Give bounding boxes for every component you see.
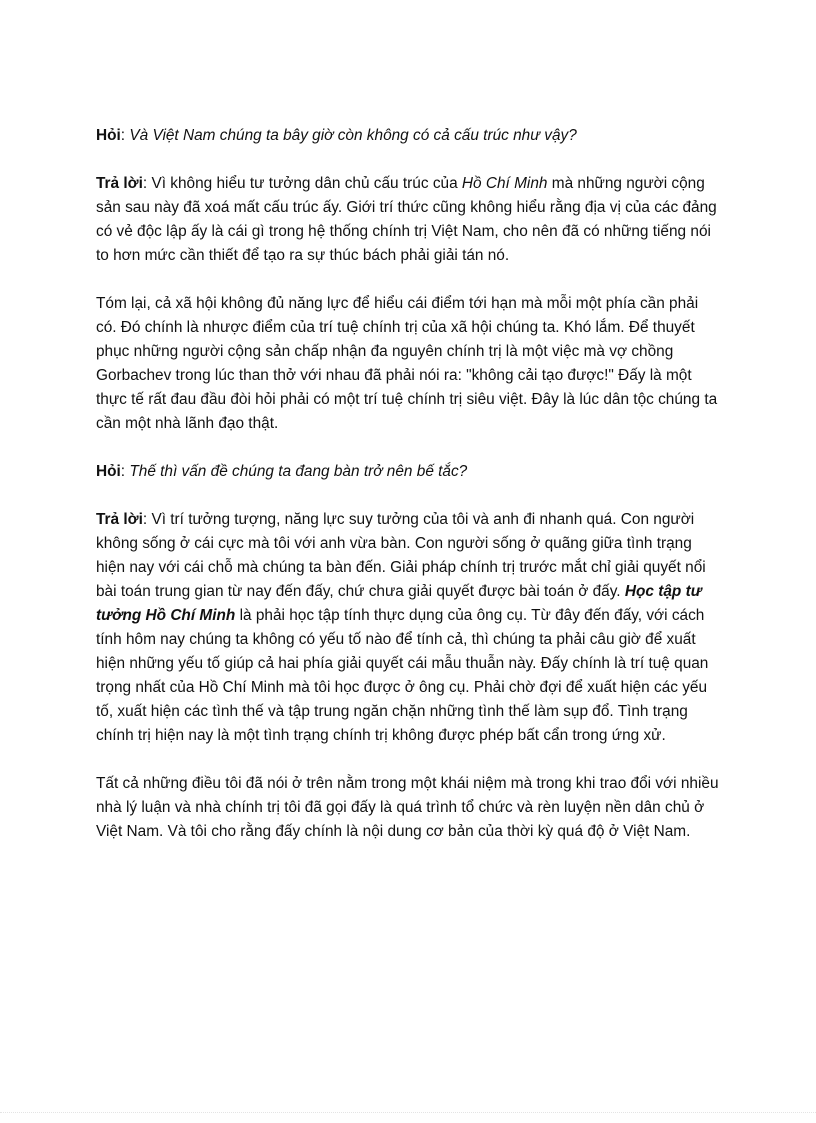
document-body — [96, 124, 722, 868]
question-text: Và Việt Nam chúng ta bây giờ còn không có cả cấu trúc như vậy? — [129, 127, 577, 144]
answer-label: Trả lời — [96, 175, 143, 192]
answer-text: Vì trí tưởng tượng, năng lực suy tưởng của tôi và anh đi nhanh quá. Con người không sống ở cái cực mà tôi với anh vừa bàn. Con người sống ở quãng giữa tình trạng hiện nay với cái chỗ mà chúng ta bàn đến. Giải pháp chính trị trước mắt chỉ giải quyết nổi bài toán trung gian từ nay đến đấy, chứ chưa giải quyết được bài toán ở đấy. — [96, 511, 706, 600]
question-label: Hỏi — [96, 463, 121, 480]
question-1 — [96, 124, 722, 148]
question-2 — [96, 460, 722, 484]
summary-paragraph: Tóm lại, cả xã hội không đủ năng lực để hiểu cái điểm tới hạn mà mỗi một phía cần phải có. Đó chính là nhược điểm của trí tuệ chính trị của xã hội chúng ta. Khó lắm. Để thuyết phục những người cộng sản chấp nhận đa nguyên chính trị là một việc mà vợ chồng Gorbachev trong lúc than thở với nhau đã phải nói ra: "không cải tạo được!" Đấy là một thực tế rất đau đầu đòi hỏi phải có một trí tuệ chính trị siêu việt. Đây là lúc dân tộc chúng ta cần một nhà lãnh đạo thật. — [96, 295, 718, 432]
question-text: Thế thì vấn đề chúng ta đang bàn trở nên bế tắc? — [129, 463, 468, 480]
answer-2 — [96, 508, 722, 748]
label-separator: : — [120, 463, 130, 480]
emphasis-text: Học tập tư tưởng Hồ Chí Minh — [96, 583, 702, 624]
answer-label: Trả lời — [96, 511, 143, 528]
question-label: Hỏi — [96, 127, 121, 144]
answer-text: mà những người cộng sản sau này đã xoá mất cấu trúc ấy. Giới trí thức cũng không hiểu rằng địa vị của các đảng có vẻ độc lập ấy là cái gì trong hệ thống chính trị Việt Nam, cho nên đã có những tiếng nói to hơn mức cần thiết để tạo ra sự thúc bách phải giải tán nó. — [96, 175, 717, 264]
page-bottom-edge — [0, 1112, 816, 1113]
person-name: Hồ Chí Minh — [461, 175, 548, 192]
label-separator: : — [142, 511, 152, 528]
label-separator: : — [142, 175, 152, 192]
label-separator: : — [120, 127, 130, 144]
closing-paragraph: Tất cả những điều tôi đã nói ở trên nằm trong một khái niệm mà trong khi trao đổi với nhiều nhà lý luận và nhà chính trị tôi đã gọi đấy là quá trình tổ chức và rèn luyện nền dân chủ ở Việt Nam. Và tôi cho rằng đấy chính là nội dung cơ bản của thời kỳ quá độ ở Việt Nam. — [96, 775, 719, 840]
answer-1 — [96, 172, 722, 268]
answer-text: là phải học tập tính thực dụng của ông cụ. Từ đây đến đấy, với cách tính hôm nay chúng ta không có yếu tố nào để tính cả, thì chúng ta phải câu giờ để xuất hiện những yếu tố giúp cả hai phía giải quyết cái mẫu thuẫn này. Đấy chính là trí tuệ quan trọng nhất của Hồ Chí Minh mà tôi học được ở ông cụ. Phải chờ đợi để xuất hiện các yếu tố, xuất hiện các tình thế và tập trung ngăn chặn những tình thế làm sụp đổ. Tình trạng chính trị hiện nay là một tình trạng chính trị không được phép bất cẩn trong ứng xử. — [96, 607, 709, 744]
answer-text: Vì không hiểu tư tưởng dân chủ cấu trúc của — [151, 175, 462, 192]
